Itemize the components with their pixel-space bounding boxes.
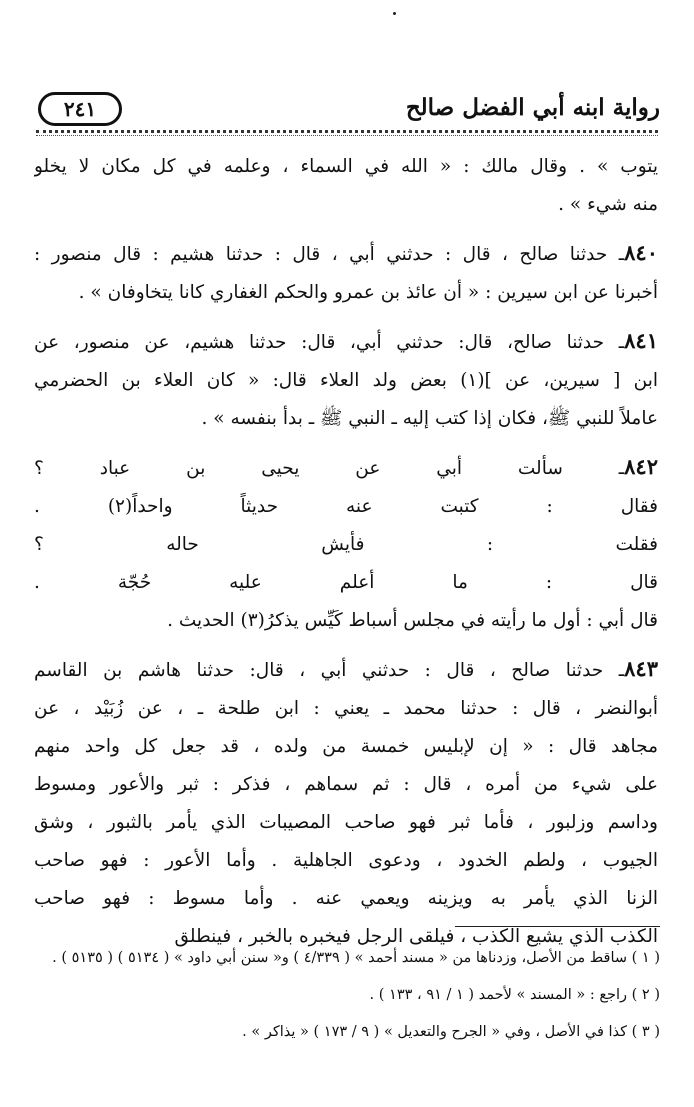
line-text: ابن [ سيرين، عن ](١) بعض ولد العلاء قال: « كان العلاء بن الحضرمي — [34, 370, 658, 391]
line-text: الزنا الذي يأمر به ويزينه ويعمي عنه . وأما مسوط : فهو صاحب — [34, 888, 658, 909]
text-line — [34, 880, 658, 918]
header-divider — [36, 130, 658, 133]
text-paragraph — [34, 322, 658, 438]
text-paragraph — [34, 448, 658, 640]
hadith-number: ٨٤١ — [624, 328, 658, 353]
text-paragraph — [34, 234, 658, 312]
text-line — [34, 400, 658, 438]
line-text: عاملاً للنبي ﷺ، فكان إذا كتب إليه ـ النبي ﷺ ـ بدأ بنفسه » . — [201, 408, 658, 429]
paragraph-separator — [34, 224, 658, 234]
header-divider-thin — [36, 135, 658, 136]
line-text: منه شيء » . — [558, 194, 658, 215]
text-line — [34, 274, 658, 312]
text-line — [34, 488, 658, 526]
top-dot-mark — [393, 12, 396, 15]
text-line — [34, 362, 658, 400]
text-line — [34, 650, 658, 690]
line-text: قال : ما أعلم عليه حُجّة . — [34, 572, 658, 593]
text-line — [34, 728, 658, 766]
line-text: ـ حدثنا صالح ، قال : حدثني أبي ، قال : حدثنا هشيم : قال منصور : — [34, 244, 625, 265]
page-header — [34, 92, 660, 128]
paragraph-separator — [34, 640, 658, 650]
footnote: ( ٢ ) راجع : « المسند » لأحمد ( ١ / ٩١ ، ١٣٣ ) . — [369, 987, 660, 1003]
paragraph-separator — [34, 438, 658, 448]
main-text — [34, 148, 658, 956]
text-line — [34, 842, 658, 880]
line-text: فقلت : فأيش حاله ؟ — [34, 534, 658, 555]
line-text: على شيء من أمره ، قال : ثم سماهم ، فذكر : ثبر والأعور ومسوط — [34, 774, 658, 795]
line-text: أبوالنضر ، قال : حدثنا محمد ـ يعني : ابن طلحة ـ ، عن زُبَيْد ، عن — [34, 698, 658, 719]
line-text: ـ حدثنا صالح ، قال : حدثني أبي ، قال: حدثنا هاشم بن القاسم — [34, 660, 625, 681]
text-line — [34, 564, 658, 602]
hadith-number: ٨٤٢ — [624, 454, 658, 479]
text-line — [34, 148, 658, 186]
text-line — [34, 448, 658, 488]
text-line — [34, 322, 658, 362]
line-text: قال أبي : أول ما رأيته في مجلس أسباط كَيِّس يذكرُ(٣) الحديث . — [167, 610, 658, 631]
text-paragraph — [34, 148, 658, 224]
running-title: رواية ابنه أبي الفضل صالح — [405, 94, 660, 121]
footnote: ( ١ ) ساقط من الأصل، وزدناها من « مسند أحمد » ( ٤/٣٣٩ ) و« سنن أبي داود » ( ٥١٣٤ ) ( ٥١٣٥ ) . — [52, 950, 660, 966]
text-paragraph — [34, 650, 658, 956]
footnote: ( ٣ ) كذا في الأصل ، وفي « الجرح والتعديل » ( ٩ / ١٧٣ ) « يذاكر » . — [242, 1024, 660, 1040]
page-number-badge: ٢٤١ — [38, 92, 122, 126]
line-text: مجاهد قال : « إن لإبليس خمسة من ولده ، قد جعل كل واحد منهم — [34, 736, 658, 757]
hadith-number: ٨٤٠ — [624, 240, 658, 265]
footnote-divider — [455, 926, 660, 927]
text-line — [34, 766, 658, 804]
text-line — [34, 690, 658, 728]
line-text: وداسم وزلبور ، فأما ثبر فهو صاحب المصيبات الذي يأمر بالثبور ، وشق — [34, 812, 658, 833]
line-text: أخبرنا عن ابن سيرين : « أن عائذ بن عمرو والحكم الغفاري كانا يتخاوفان » . — [78, 282, 658, 303]
line-text: الكذب الذي يشيع الكذب ، فيلقى الرجل فيخبره بالخبر ، فينطلق — [174, 926, 658, 947]
footnotes — [36, 940, 660, 1051]
line-text: ـ حدثنا صالح، قال: حدثني أبي، قال: حدثنا هشيم، عن منصور، عن — [34, 332, 625, 353]
text-line — [34, 804, 658, 842]
line-text: يتوب » . وقال مالك : « الله في السماء ، وعلمه في كل مكان لا يخلو — [34, 156, 658, 177]
text-line — [34, 602, 658, 640]
paragraph-separator — [34, 312, 658, 322]
text-line — [34, 186, 658, 224]
line-text: الجيوب ، ولطم الخدود ، ودعوى الجاهلية . وأما الأعور : فهو صاحب — [34, 850, 658, 871]
text-line — [34, 234, 658, 274]
line-text: ـ سألت أبي عن يحيى بن عباد ؟ — [34, 458, 625, 479]
hadith-number: ٨٤٣ — [624, 656, 658, 681]
text-line — [34, 526, 658, 564]
line-text: فقال : كتبت عنه حديثاً واحداً(٢) . — [34, 496, 658, 517]
